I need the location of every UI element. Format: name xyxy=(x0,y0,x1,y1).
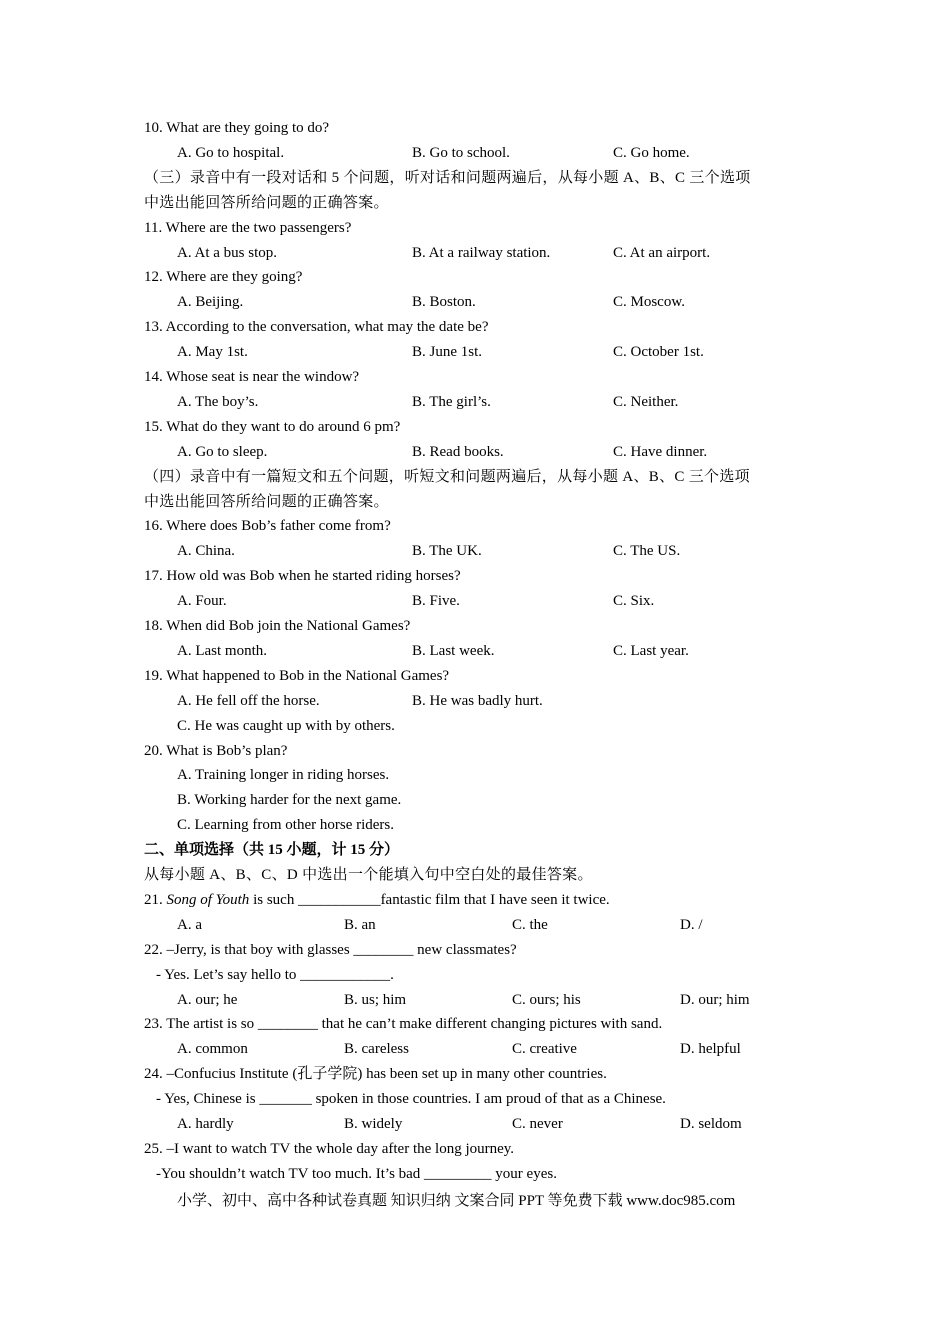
answer-option: B. The girl’s. xyxy=(412,394,491,410)
question-text: 19. What happened to Bob in the National Games? xyxy=(144,668,450,684)
answer-option: A. a xyxy=(177,917,202,933)
answer-option: C. Six. xyxy=(613,593,655,609)
answer-option: C. October 1st. xyxy=(613,344,704,360)
instruction-text: 从每小题 A、B、C、D 中选出一个能填入句中空白处的最佳答案。 xyxy=(144,867,593,883)
answer-option: A. May 1st. xyxy=(177,344,248,360)
question-body: is such ___________fantastic film that I have seen it twice. xyxy=(249,892,610,908)
answer-option: C. The US. xyxy=(613,543,681,559)
question-text: 25. –I want to watch TV the whole day after the long journey. xyxy=(144,1141,515,1157)
question-text: 18. When did Bob join the National Games? xyxy=(144,618,411,634)
question-text: 11. Where are the two passengers? xyxy=(144,220,352,236)
answer-option: B. Read books. xyxy=(412,444,504,460)
question-text: 22. –Jerry, is that boy with glasses ________ new classmates? xyxy=(144,942,517,958)
answer-option: C. never xyxy=(512,1116,563,1132)
dialogue-reply: -You shouldn’t watch TV too much. It’s bad _________ your eyes. xyxy=(156,1166,557,1182)
answer-option: C. Learning from other horse riders. xyxy=(177,817,395,833)
answer-option: C. Have dinner. xyxy=(613,444,708,460)
answer-option: A. Training longer in riding horses. xyxy=(177,767,390,783)
answer-option: B. He was badly hurt. xyxy=(412,693,543,709)
answer-option: D. helpful xyxy=(680,1041,741,1057)
question-text: 13. According to the conversation, what may the date be? xyxy=(144,319,489,335)
question-text: 14. Whose seat is near the window? xyxy=(144,369,360,385)
answer-option: A. Four. xyxy=(177,593,227,609)
answer-option: A. hardly xyxy=(177,1116,234,1132)
answer-option: B. an xyxy=(344,917,376,933)
answer-option: B. Last week. xyxy=(412,643,495,659)
answer-option: C. Neither. xyxy=(613,394,679,410)
answer-option: B. us; him xyxy=(344,992,407,1008)
answer-option: B. At a railway station. xyxy=(412,245,551,261)
answer-option: A. Go to sleep. xyxy=(177,444,268,460)
answer-option: A. Last month. xyxy=(177,643,267,659)
question-text: 24. –Confucius Institute (孔子学院) has been set up in many other countries. xyxy=(144,1066,607,1082)
question-text: 20. What is Bob’s plan? xyxy=(144,743,288,759)
question-text: 15. What do they want to do around 6 pm? xyxy=(144,419,401,435)
answer-option: B. careless xyxy=(344,1041,409,1057)
question-text: 10. What are they going to do? xyxy=(144,120,330,136)
answer-option: A. our; he xyxy=(177,992,238,1008)
question-text: 16. Where does Bob’s father come from? xyxy=(144,518,391,534)
answer-option: B. Go to school. xyxy=(412,145,510,161)
answer-option: C. He was caught up with by others. xyxy=(177,718,395,734)
answer-option: D. seldom xyxy=(680,1116,742,1132)
instruction-text: （三）录音中有一段对话和 5 个问题，听对话和问题两遍后，从每小题 A、B、C 三个选项 xyxy=(144,170,751,186)
answer-option: A. The boy’s. xyxy=(177,394,259,410)
dialogue-reply: - Yes. Let’s say hello to ____________. xyxy=(156,967,394,983)
page-footer: 小学、初中、高中各种试卷真题 知识归纳 文案合同 PPT 等免费下载 www.doc985.com xyxy=(177,1193,736,1209)
answer-option: D. our; him xyxy=(680,992,750,1008)
answer-option: B. widely xyxy=(344,1116,403,1132)
instruction-text: 中选出能回答所给问题的正确答案。 xyxy=(144,195,389,211)
answer-option: B. Working harder for the next game. xyxy=(177,792,402,808)
answer-option: D. / xyxy=(680,917,703,933)
question-number: 21. xyxy=(144,892,167,908)
instruction-text: （四）录音中有一篇短文和五个问题，听短文和问题两遍后，从每小题 A、B、C 三个选项 xyxy=(144,469,750,485)
answer-option: B. Five. xyxy=(412,593,460,609)
answer-option: C. Go home. xyxy=(613,145,690,161)
answer-option: C. Last year. xyxy=(613,643,689,659)
answer-option: A. He fell off the horse. xyxy=(177,693,320,709)
question-text xyxy=(144,890,610,910)
dialogue-reply: - Yes, Chinese is _______ spoken in those countries. I am proud of that as a Chinese. xyxy=(156,1091,666,1107)
answer-option: A. Go to hospital. xyxy=(177,145,285,161)
answer-option: B. The UK. xyxy=(412,543,482,559)
answer-option: C. At an airport. xyxy=(613,245,711,261)
answer-option: A. Beijing. xyxy=(177,294,244,310)
section-heading: 二、单项选择（共 15 小题，计 15 分） xyxy=(144,842,400,858)
answer-option: C. ours; his xyxy=(512,992,581,1008)
answer-option: A. common xyxy=(177,1041,248,1057)
question-text: 17. How old was Bob when he started riding horses? xyxy=(144,568,461,584)
question-text: 12. Where are they going? xyxy=(144,269,303,285)
answer-option: C. the xyxy=(512,917,548,933)
question-text: 23. The artist is so ________ that he can’t make different changing pictures with sand. xyxy=(144,1016,663,1032)
answer-option: A. China. xyxy=(177,543,235,559)
answer-option: C. creative xyxy=(512,1041,577,1057)
film-title: Song of Youth xyxy=(166,892,250,908)
answer-option: C. Moscow. xyxy=(613,294,685,310)
answer-option: B. June 1st. xyxy=(412,344,483,360)
answer-option: B. Boston. xyxy=(412,294,476,310)
answer-option: A. At a bus stop. xyxy=(177,245,278,261)
instruction-text: 中选出能回答所给问题的正确答案。 xyxy=(144,494,389,510)
